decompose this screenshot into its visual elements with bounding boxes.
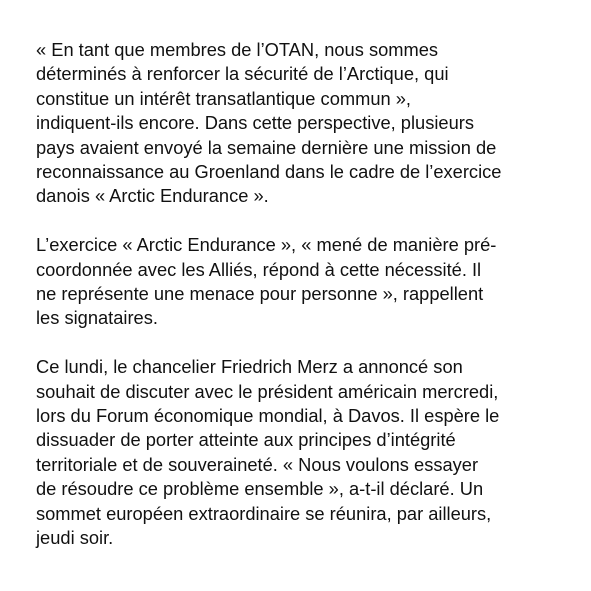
text-line: souhait de discuter avec le président américain mercredi,	[36, 380, 499, 402]
text-line: sommet européen extraordinaire se réunira, par ailleurs,	[36, 502, 492, 524]
text-line: jeudi soir.	[36, 527, 114, 549]
text-line: pays avaient envoyé la semaine dernière une mission de	[36, 136, 497, 158]
text-line: dissuader de porter atteinte aux principes d’intégrité	[36, 429, 456, 451]
text-line: territoriale et de souveraineté. « Nous voulons essayer	[36, 453, 479, 475]
text-line: ne représente une menace pour personne », rappellent	[36, 283, 484, 305]
text-line: de résoudre ce problème ensemble », a-t-il déclaré. Un	[36, 478, 484, 500]
text-line: danois « Arctic Endurance ».	[36, 185, 269, 207]
text-line: L’exercice « Arctic Endurance », « mené de manière pré-	[36, 234, 497, 256]
text-line: coordonnée avec les Alliés, répond à cette nécessité. Il	[36, 258, 482, 280]
text-line: lors du Forum économique mondial, à Davos. Il espère le	[36, 405, 500, 427]
text-line: « En tant que membres de l’OTAN, nous sommes	[36, 39, 439, 60]
text-line: constitue un intérêt transatlantique commun »,	[36, 87, 411, 109]
paragraph-3	[36, 355, 566, 550]
text-line: les signataires.	[36, 307, 158, 329]
text-line: Ce lundi, le chancelier Friedrich Merz a annoncé son	[36, 356, 463, 378]
paragraph-2	[36, 233, 566, 331]
text-line: déterminés à renforcer la sécurité de l’Arctique, qui	[36, 63, 449, 85]
text-line: indiquent-ils encore. Dans cette perspective, plusieurs	[36, 112, 474, 134]
article-body	[36, 38, 566, 575]
paragraph-1	[36, 38, 566, 209]
text-line: reconnaissance au Groenland dans le cadre de l’exercice	[36, 161, 502, 183]
